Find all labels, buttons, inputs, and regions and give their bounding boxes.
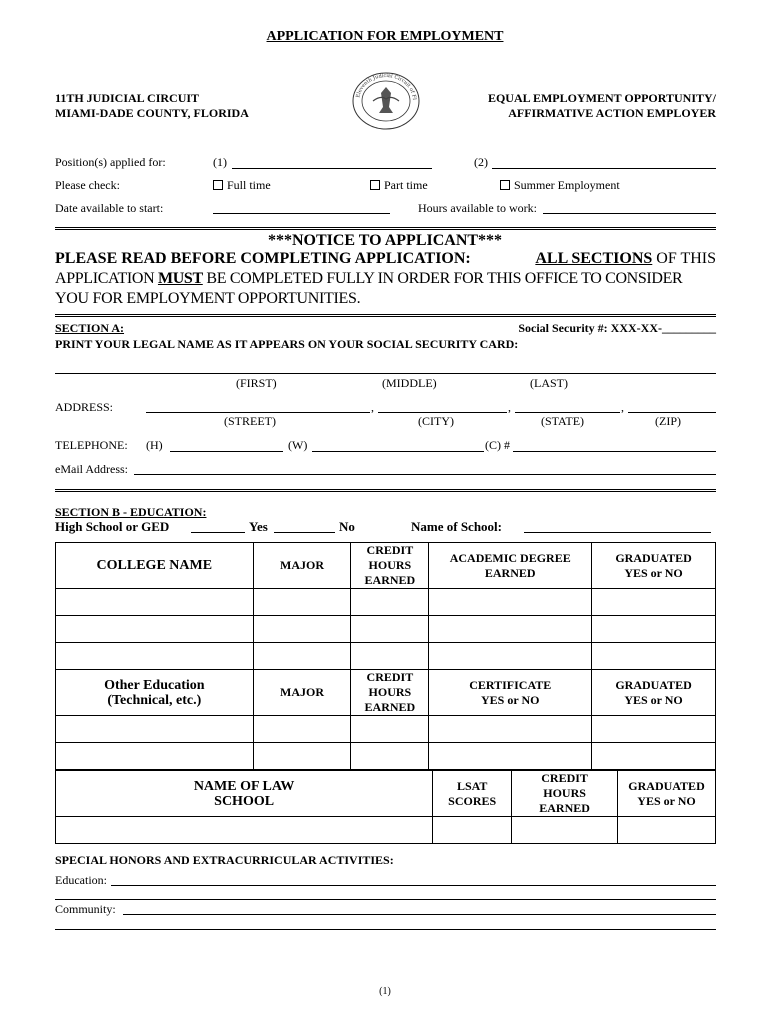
eeo-statement: EQUAL EMPLOYMENT OPPORTUNITY/	[487, 91, 716, 105]
table-cell[interactable]	[56, 616, 254, 643]
college-name-header: COLLEGE NAME	[56, 543, 254, 589]
honors-community-field[interactable]	[123, 914, 716, 915]
graduated-header	[592, 543, 716, 589]
lsat-header	[433, 771, 512, 817]
section-b-title: SECTION B - EDUCATION:	[55, 505, 207, 519]
hs-ged-label: High School or GED	[55, 519, 170, 534]
cell-phone-field[interactable]	[513, 451, 716, 452]
street-field[interactable]	[146, 412, 370, 413]
full-time-option[interactable]	[213, 178, 271, 193]
city-caption: (CITY)	[418, 414, 454, 428]
header-line: CREDIT	[366, 670, 414, 684]
work-phone-field[interactable]	[312, 451, 484, 452]
notice-line-3: YOU FOR EMPLOYMENT OPPORTUNITIES.	[55, 290, 361, 307]
other-education-header	[56, 670, 254, 716]
telephone-label: TELEPHONE:	[55, 438, 128, 452]
full-time-checkbox[interactable]	[213, 180, 223, 190]
city-field[interactable]	[378, 412, 507, 413]
header-line: SCHOOL	[214, 793, 275, 809]
table-cell[interactable]	[592, 643, 716, 670]
table-cell[interactable]	[433, 817, 512, 844]
header-line: CREDIT	[541, 771, 588, 785]
comma: ,	[621, 400, 624, 414]
court-name: 11TH JUDICIAL CIRCUIT	[55, 91, 200, 105]
header-line: Other Education	[104, 677, 205, 693]
notice-line-1	[55, 250, 716, 268]
header-line: GRADUATED	[628, 778, 705, 793]
home-phone-label: (H)	[146, 438, 163, 452]
court-seal	[351, 71, 421, 131]
email-label: eMail Address:	[55, 462, 128, 476]
degree-header	[429, 543, 592, 589]
table-row	[56, 716, 716, 743]
law-school-table	[55, 770, 716, 844]
email-field[interactable]	[134, 474, 716, 475]
table-cell[interactable]	[56, 643, 254, 670]
header-line: YES or NO	[637, 793, 696, 808]
table-cell[interactable]	[56, 743, 254, 770]
header-line: YES or NO	[624, 565, 683, 580]
honors-education-field-2[interactable]	[55, 899, 716, 900]
header-line: EARNED	[539, 801, 590, 815]
table-cell[interactable]	[592, 716, 716, 743]
notice-text: PLEASE READ BEFORE COMPLETING APPLICATION:	[55, 250, 471, 267]
part-time-label: Part time	[384, 178, 428, 192]
table-header-row	[56, 771, 716, 817]
header-line: EARNED	[364, 573, 416, 587]
table-cell[interactable]	[351, 643, 429, 670]
legal-name-field[interactable]	[55, 373, 716, 374]
header-line: YES or NO	[480, 692, 540, 707]
header-line: LSAT	[456, 778, 488, 793]
header-line: GRADUATED	[615, 677, 692, 692]
table-cell[interactable]	[618, 817, 716, 844]
hs-yes-label: Yes	[249, 519, 268, 534]
table-header-row	[56, 670, 716, 716]
last-name-caption: (LAST)	[530, 376, 568, 390]
section-a-title: SECTION A:	[55, 321, 125, 335]
table-cell[interactable]	[351, 716, 429, 743]
part-time-checkbox[interactable]	[370, 180, 380, 190]
school-name-field[interactable]	[524, 532, 711, 533]
position-2-label: (2)	[474, 155, 488, 169]
table-cell[interactable]	[253, 643, 351, 670]
table-cell[interactable]	[351, 743, 429, 770]
table-row	[56, 616, 716, 643]
cell-phone-label: (C) #	[485, 438, 510, 452]
date-available-field[interactable]	[213, 213, 390, 214]
college-table	[55, 542, 716, 770]
county-name: MIAMI-DADE COUNTY, FLORIDA	[55, 106, 249, 120]
major-header: MAJOR	[253, 670, 351, 716]
table-row	[56, 743, 716, 770]
table-row	[56, 643, 716, 670]
notice-emphasis: ALL SECTIONS	[535, 250, 653, 267]
table-cell[interactable]	[56, 817, 433, 844]
honors-title: SPECIAL HONORS AND EXTRACURRICULAR ACTIVITIES:	[55, 853, 394, 867]
table-row	[56, 817, 716, 844]
header-line: HOURS	[368, 685, 412, 699]
zip-caption: (ZIP)	[655, 414, 681, 428]
header-line: SCORES	[448, 793, 497, 808]
hs-no-field[interactable]	[274, 532, 335, 533]
table-cell[interactable]	[351, 589, 429, 616]
table-cell[interactable]	[56, 589, 254, 616]
credit-hours-header	[351, 670, 429, 716]
table-cell[interactable]	[429, 643, 592, 670]
position-1-label: (1)	[213, 155, 227, 169]
summer-label: Summer Employment	[514, 178, 620, 192]
honors-education-label: Education:	[55, 873, 107, 887]
position-1-field[interactable]	[232, 168, 432, 169]
law-school-header	[56, 771, 433, 817]
notice-heading: ***NOTICE TO APPLICANT***	[267, 232, 503, 249]
honors-education-field[interactable]	[111, 885, 716, 886]
hs-no-label: No	[339, 519, 355, 534]
divider	[55, 314, 716, 317]
header-line: EARNED	[484, 565, 536, 580]
state-caption: (STATE)	[541, 414, 585, 428]
table-cell[interactable]	[56, 716, 254, 743]
table-row	[56, 589, 716, 616]
header-line: GRADUATED	[615, 550, 692, 565]
middle-name-caption: (MIDDLE)	[382, 376, 437, 390]
comma: ,	[371, 400, 374, 414]
header-line: EARNED	[364, 700, 416, 714]
table-cell[interactable]	[253, 616, 351, 643]
credit-hours-header	[351, 543, 429, 589]
notice-text: APPLICATION	[55, 270, 155, 287]
notice-line-2	[55, 270, 682, 288]
header-line: YES or NO	[624, 692, 683, 707]
header-line: (Technical, etc.)	[107, 692, 202, 708]
state-field[interactable]	[515, 412, 620, 413]
table-cell[interactable]	[592, 589, 716, 616]
header-line: CERTIFICATE	[469, 677, 552, 692]
credit-hours-header	[512, 771, 618, 817]
table-cell[interactable]	[351, 616, 429, 643]
seal-text: Eleventh Judicial Circuit of Fl	[355, 72, 417, 101]
check-label: Please check:	[55, 178, 120, 192]
table-cell[interactable]	[429, 589, 592, 616]
table-header-row	[56, 543, 716, 589]
table-cell[interactable]	[592, 743, 716, 770]
graduated-header	[592, 670, 716, 716]
divider	[55, 227, 716, 230]
home-phone-field[interactable]	[170, 451, 283, 452]
header-line: NAME OF LAW	[193, 778, 295, 794]
table-cell[interactable]	[253, 716, 351, 743]
divider	[55, 489, 716, 492]
honors-community-label: Community:	[55, 902, 116, 916]
work-phone-label: (W)	[288, 438, 308, 452]
major-header: MAJOR	[253, 543, 351, 589]
position-2-field[interactable]	[492, 168, 716, 169]
notice-text: BE COMPLETED FULLY IN ORDER FOR THIS OFFICE TO CONSIDER	[206, 270, 683, 287]
school-name-label: Name of School:	[411, 519, 502, 534]
comma: ,	[508, 400, 511, 414]
certificate-header	[429, 670, 592, 716]
page-number: (1)	[379, 986, 391, 997]
header-line: ACADEMIC DEGREE	[449, 550, 571, 565]
summer-checkbox[interactable]	[500, 180, 510, 190]
table-cell[interactable]	[253, 743, 351, 770]
summer-option[interactable]	[500, 178, 620, 193]
notice-text: OF THIS	[656, 250, 716, 267]
table-cell[interactable]	[253, 589, 351, 616]
aa-statement: AFFIRMATIVE ACTION EMPLOYER	[508, 106, 716, 120]
table-cell[interactable]	[592, 616, 716, 643]
street-caption: (STREET)	[224, 414, 276, 428]
table-cell[interactable]	[429, 716, 592, 743]
position-label: Position(s) applied for:	[55, 155, 166, 169]
hs-yes-field[interactable]	[191, 532, 245, 533]
zip-field[interactable]	[628, 412, 716, 413]
name-instruction: PRINT YOUR LEGAL NAME AS IT APPEARS ON YOUR SOCIAL SECURITY CARD:	[55, 337, 519, 351]
first-name-caption: (FIRST)	[236, 376, 277, 390]
hours-available-field[interactable]	[543, 213, 716, 214]
date-available-label: Date available to start:	[55, 201, 164, 215]
hours-available-label: Hours available to work:	[418, 201, 537, 215]
part-time-option[interactable]	[370, 178, 428, 193]
full-time-label: Full time	[227, 178, 271, 192]
header-line: CREDIT	[366, 543, 414, 557]
table-cell[interactable]	[429, 616, 592, 643]
address-label: ADDRESS:	[55, 400, 114, 414]
notice-emphasis: MUST	[157, 270, 203, 287]
header-line: HOURS	[543, 786, 586, 800]
graduated-header	[618, 771, 716, 817]
form-title: APPLICATION FOR EMPLOYMENT	[266, 29, 504, 44]
honors-community-field-2[interactable]	[55, 929, 716, 930]
table-cell[interactable]	[429, 743, 592, 770]
ssn-field[interactable]: Social Security #: XXX-XX-_________	[518, 321, 716, 335]
table-cell[interactable]	[512, 817, 618, 844]
header-line: HOURS	[368, 558, 412, 572]
